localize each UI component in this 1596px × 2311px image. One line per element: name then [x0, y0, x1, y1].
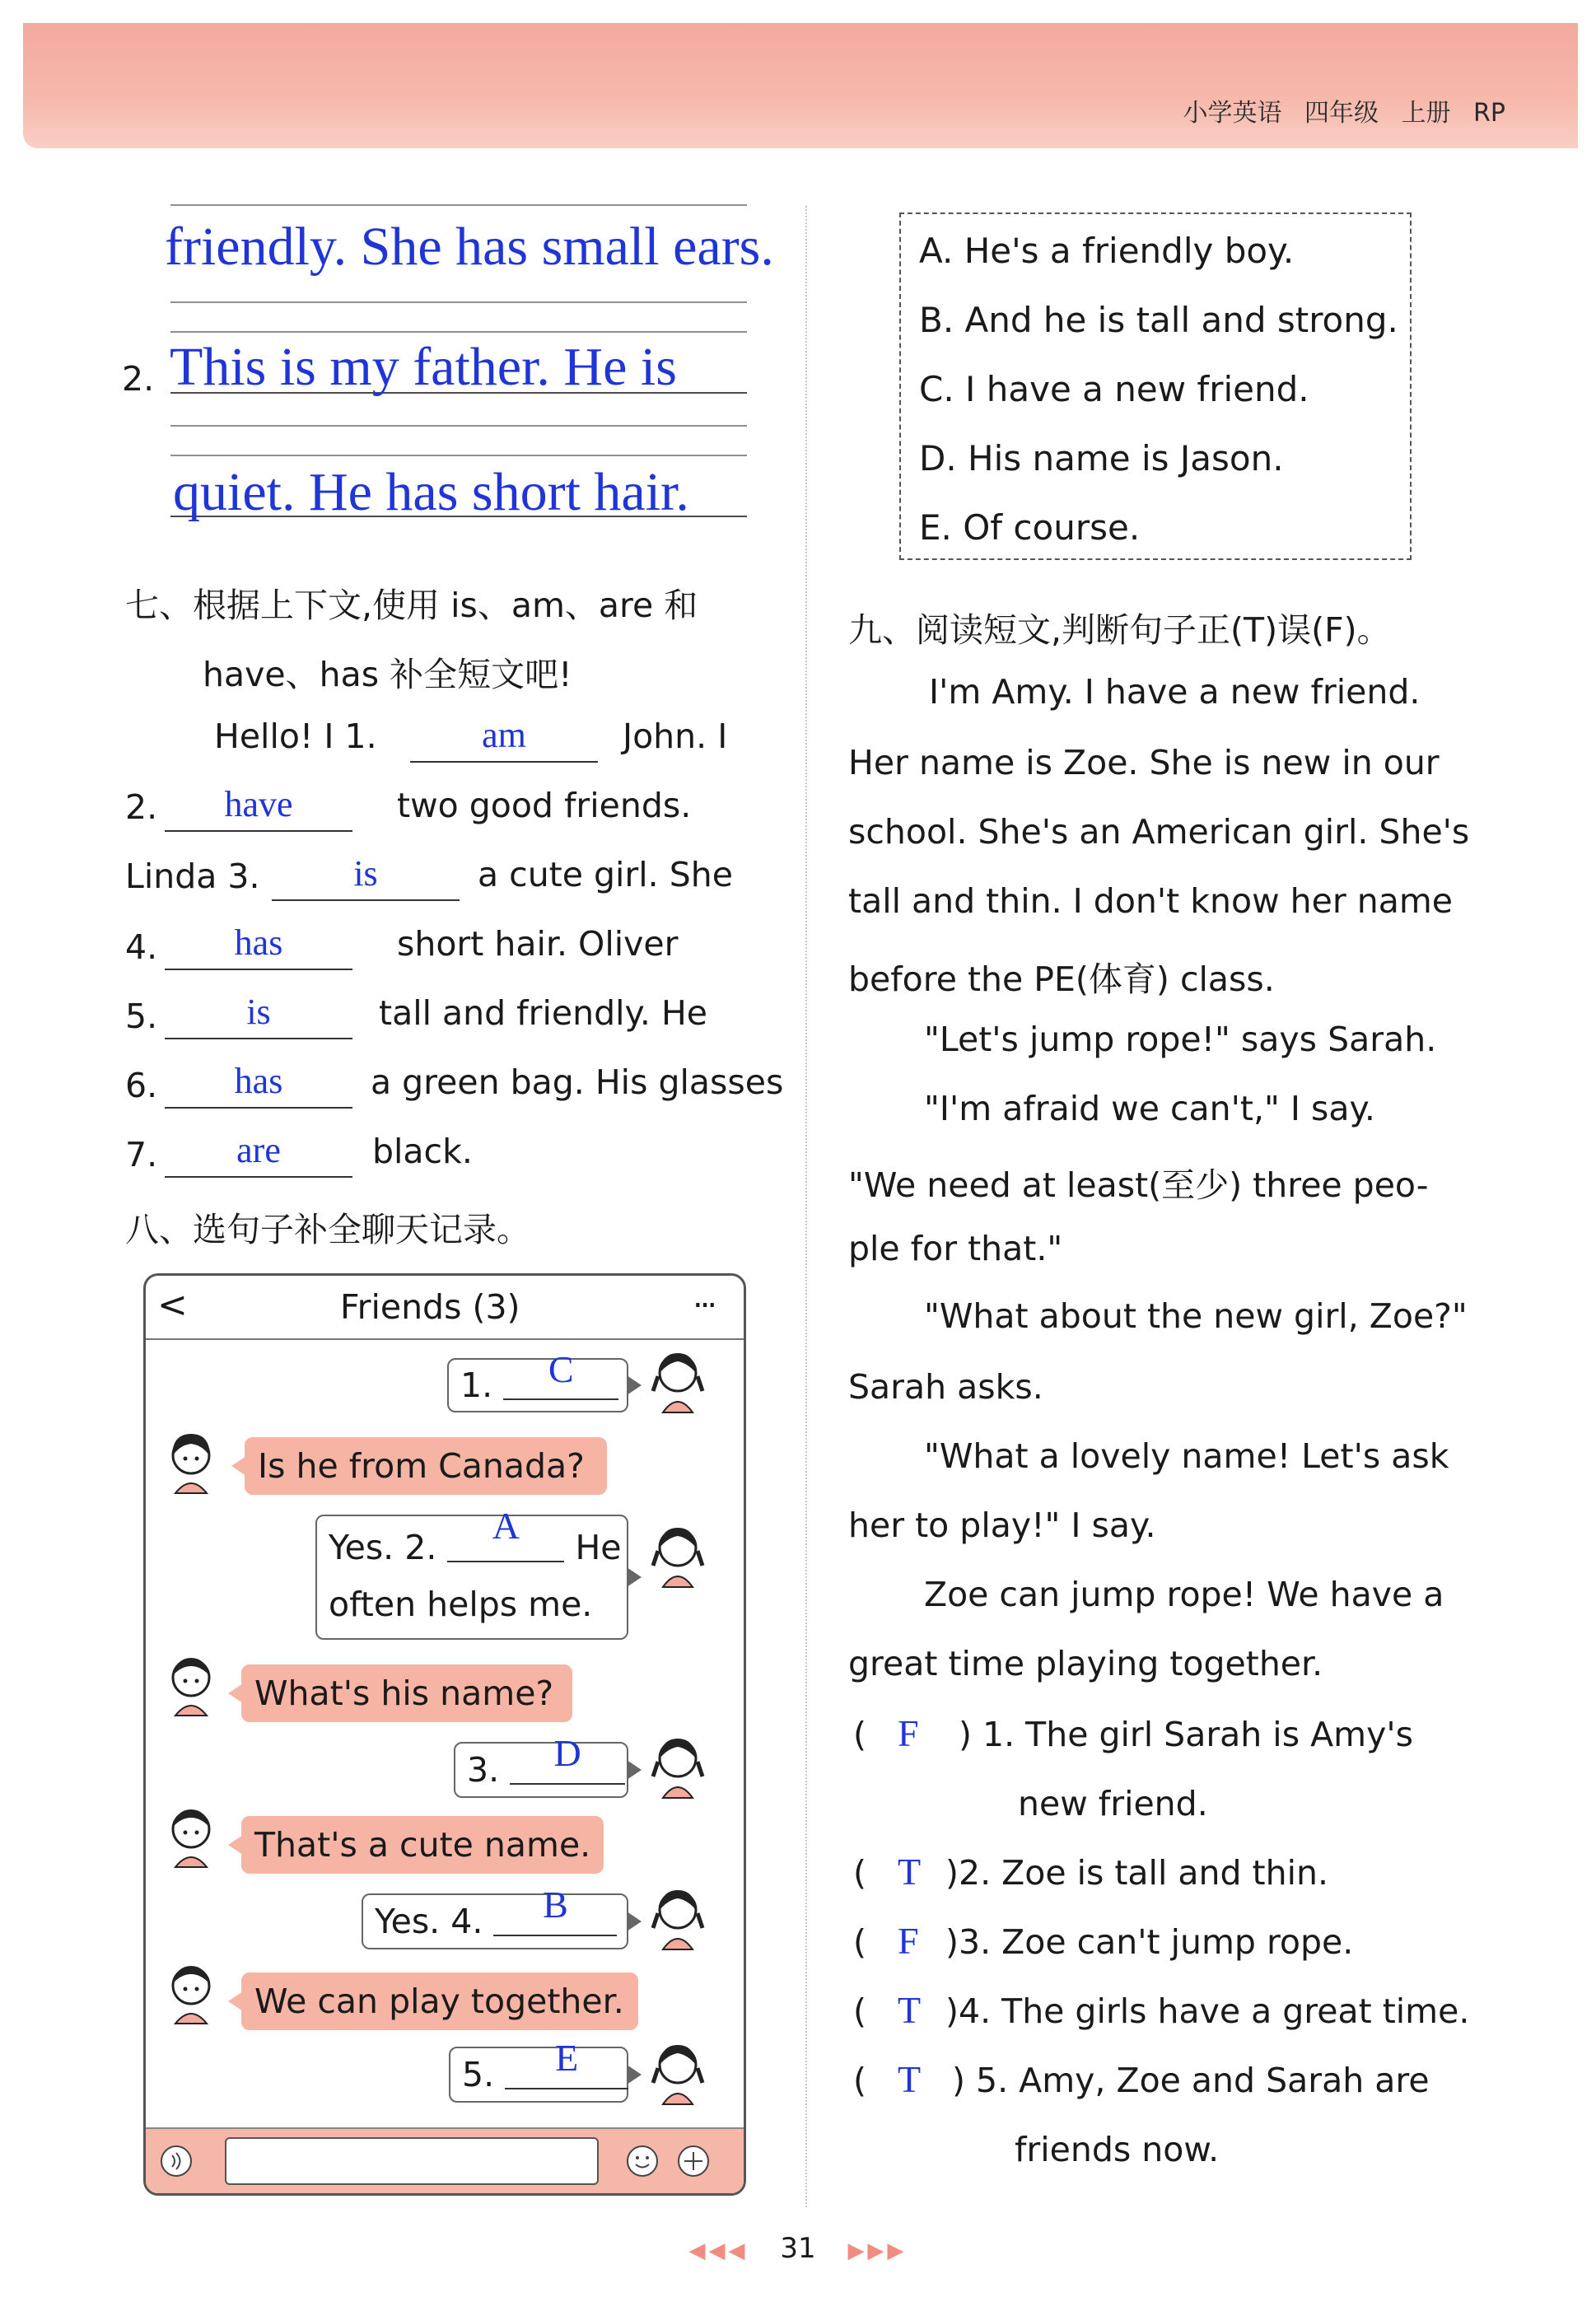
previous-arrows-icon[interactable]: ◀◀◀ [688, 2239, 749, 2263]
question-3: )3. Zoe can't jump rope. [945, 1922, 1354, 1962]
question-4: )4. The girls have a great time. [945, 1991, 1470, 2031]
back-icon[interactable]: < [157, 1284, 188, 1326]
girl-avatar-icon [650, 1523, 706, 1589]
handwritten-sentence: quiet. He has short hair. [173, 462, 689, 522]
blank-answer: has [234, 922, 283, 963]
chat-blank-5[interactable] [505, 2037, 628, 2089]
blank-number: 6. [125, 1066, 158, 1105]
passage-text: tall and friendly. He [379, 993, 708, 1033]
question-5: ) 5. Amy, Zoe and Sarah are [952, 2061, 1430, 2100]
blank-number: 4. [125, 927, 158, 967]
chat-message-4: What's his name? [241, 1664, 572, 1722]
message-number: 1. [460, 1366, 493, 1405]
writing-line [170, 331, 747, 333]
open-paren: ( [853, 1922, 866, 1962]
chat-message-3 [315, 1505, 628, 1640]
passage-line: her to play!" I say. [848, 1506, 1156, 1545]
blank-answer: C [548, 1348, 574, 1390]
fill-blank-1[interactable] [410, 715, 598, 763]
passage-text: Hello! I 1. [214, 717, 377, 756]
fill-blank-5[interactable] [165, 992, 352, 1039]
tf-answer-5[interactable]: T [898, 2058, 922, 2100]
voice-icon[interactable] [159, 2144, 194, 2178]
girl-avatar-icon [650, 1734, 706, 1800]
message-text: Yes. 4. [375, 1902, 483, 1941]
chat-message-9 [449, 2037, 628, 2103]
book-info: 小学英语 四年级 上册 RP [1183, 99, 1505, 128]
message-text: He [575, 1528, 622, 1567]
question-1: ) 1. The girl Sarah is Amy's [959, 1715, 1413, 1754]
passage-line: I'm Amy. I have a new friend. [929, 672, 1421, 712]
fill-blank-7[interactable] [165, 1130, 352, 1178]
blank-answer: is [353, 853, 378, 894]
chat-blank-4[interactable] [493, 1884, 617, 1936]
message-text: Yes. 2. [329, 1528, 437, 1567]
fill-blank-2[interactable] [165, 784, 352, 832]
passage-line: "What about the new girl, Zoe?" [924, 1296, 1468, 1336]
blank-answer: are [236, 1130, 281, 1170]
passage-text: two good friends. [397, 786, 692, 825]
passage-line: Sarah asks. [848, 1367, 1043, 1407]
chat-input-bar [146, 2127, 744, 2193]
option-a: A. He's a friendly boy. [919, 231, 1295, 271]
girl-avatar-icon [650, 2040, 706, 2106]
tf-answer-4[interactable]: T [898, 1989, 922, 2031]
section7-title-line2: have、has 补全短文吧! [203, 655, 572, 694]
question-1-line2: new friend. [1018, 1784, 1208, 1823]
passage-text: Linda 3. [125, 857, 260, 896]
message-number: 3. [467, 1750, 500, 1790]
options-box [899, 212, 1412, 560]
question-5-line2: friends now. [1015, 2130, 1220, 2169]
chat-message-7 [362, 1884, 628, 1949]
blank-answer: has [234, 1061, 283, 1101]
passage-line: school. She's an American girl. She's [848, 812, 1470, 852]
blank-answer: am [482, 715, 526, 755]
boy-avatar-icon [164, 1959, 218, 2025]
blank-answer: B [543, 1884, 568, 1926]
passage-line: "I'm afraid we can't," I say. [924, 1089, 1375, 1128]
page-header-band [23, 23, 1578, 148]
chat-blank-1[interactable] [503, 1348, 618, 1400]
blank-number: 7. [125, 1135, 158, 1174]
option-b: B. And he is tall and strong. [919, 300, 1398, 340]
chat-message-2: Is he from Canada? [245, 1437, 607, 1495]
writing-line [170, 455, 747, 456]
open-paren: ( [853, 2061, 866, 2100]
fill-blank-4[interactable] [165, 922, 352, 970]
chat-blank-3[interactable] [510, 1732, 625, 1785]
girl-avatar-icon [164, 1429, 218, 1495]
blank-answer: E [555, 2037, 579, 2079]
message-number: 5. [462, 2055, 495, 2094]
blank-answer: have [224, 784, 293, 824]
passage-text: John. I [623, 717, 728, 756]
message-text: often helps me. [329, 1585, 593, 1624]
passage-line: before the PE(体育) class. [848, 959, 1275, 999]
passage-line: ple for that." [848, 1229, 1063, 1268]
girl-avatar-icon [650, 1348, 706, 1414]
option-e: E. Of course. [919, 507, 1141, 548]
passage-text: a cute girl. She [478, 855, 733, 894]
chat-window [143, 1273, 746, 2196]
passage-text: black. [372, 1132, 473, 1171]
chat-title: Friends (3) [340, 1287, 520, 1327]
option-d: D. His name is Jason. [919, 438, 1284, 479]
open-paren: ( [853, 1715, 866, 1754]
blank-answer: D [553, 1732, 581, 1774]
fill-blank-3[interactable] [272, 853, 460, 901]
page-number: 31 [780, 2232, 816, 2265]
writing-line [170, 301, 747, 303]
more-icon[interactable]: ... [693, 1277, 715, 1315]
tf-answer-2[interactable]: T [898, 1851, 922, 1893]
blank-answer: A [492, 1505, 520, 1547]
column-divider [805, 206, 807, 2207]
next-arrows-icon[interactable]: ▶▶▶ [847, 2239, 908, 2263]
girl-avatar-icon [650, 1885, 706, 1951]
passage-line: tall and thin. I don't know her name [848, 881, 1454, 921]
tf-answer-3[interactable]: F [898, 1920, 919, 1962]
passage-line: "Let's jump rope!" says Sarah. [924, 1020, 1437, 1059]
passage-line: "What a lovely name! Let's ask [924, 1436, 1449, 1476]
blank-number: 5. [125, 997, 158, 1036]
handwritten-sentence: This is my father. He is [170, 337, 677, 397]
chat-text-input[interactable] [225, 2137, 599, 2185]
emoji-icon[interactable] [625, 2144, 660, 2178]
section9-title: 九、阅读短文,判断句子正(T)误(F)。 [848, 610, 1391, 650]
handwritten-sentence: friendly. She has small ears. [165, 217, 774, 277]
question-2: )2. Zoe is tall and thin. [945, 1853, 1329, 1893]
passage-line: Zoe can jump rope! We have a [924, 1575, 1444, 1614]
writing-line [170, 204, 747, 206]
passage-line: Her name is Zoe. She is new in our [848, 743, 1440, 782]
option-c: C. I have a new friend. [919, 369, 1309, 409]
tf-answer-1[interactable]: F [898, 1712, 919, 1754]
item-number: 2. [122, 359, 155, 399]
passage-line: great time playing together. [848, 1644, 1323, 1683]
passage-text: a green bag. His glasses [371, 1062, 784, 1102]
chat-message-1 [447, 1348, 628, 1412]
boy-avatar-icon [164, 1803, 218, 1869]
open-paren: ( [853, 1853, 866, 1893]
passage-line: "We need at least(至少) three peo- [848, 1165, 1429, 1205]
section8-title: 八、选句子补全聊天记录。 [125, 1210, 530, 1249]
chat-message-8: We can play together. [241, 1973, 638, 2030]
blank-answer: is [246, 992, 271, 1032]
section7-title: 七、根据上下文,使用 is、am、are 和 [125, 586, 698, 625]
open-paren: ( [853, 1991, 866, 2031]
page-footer [0, 2232, 1596, 2265]
plus-icon[interactable] [676, 2144, 711, 2178]
boy-avatar-icon [164, 1651, 218, 1717]
chat-blank-2[interactable] [447, 1505, 564, 1562]
chat-message-6: That's a cute name. [241, 1816, 604, 1874]
writing-line [170, 425, 747, 427]
fill-blank-6[interactable] [165, 1061, 352, 1109]
chat-message-5 [454, 1732, 628, 1798]
blank-number: 2. [125, 787, 158, 827]
chat-header [146, 1276, 744, 1340]
passage-text: short hair. Oliver [397, 924, 679, 964]
